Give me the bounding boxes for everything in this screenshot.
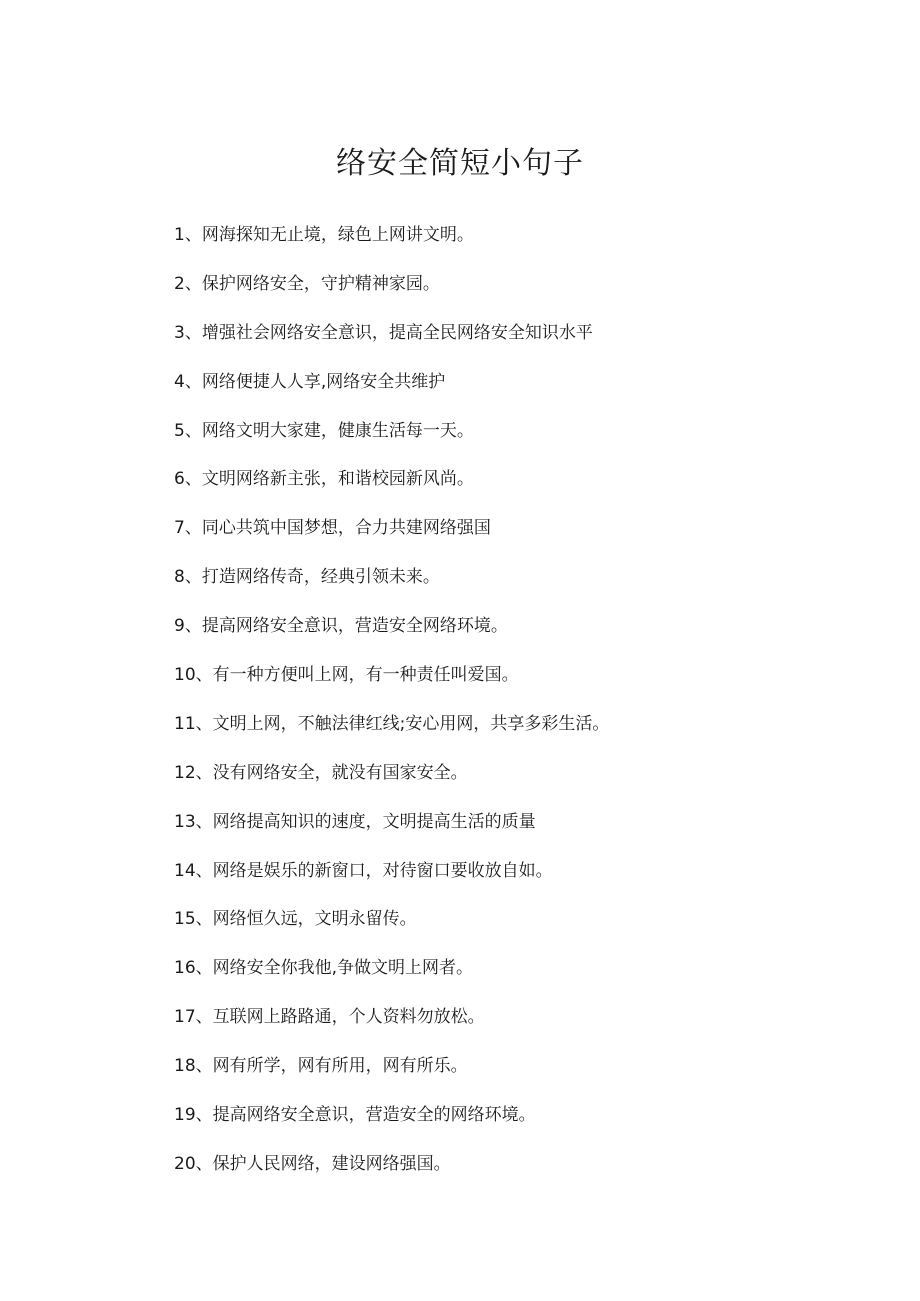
list-item: 1、网海探知无止境，绿色上网讲文明。 (174, 225, 474, 245)
list-item: 15、网络恒久远，文明永留传。 (174, 909, 417, 930)
list-item: 20、保护人民网络，建设网络强国。 (174, 1153, 451, 1174)
list-item: 16、网络安全你我他,争做文明上网者。 (174, 958, 474, 979)
list-item: 13、网络提高知识的速度，文明提高生活的质量 (174, 811, 536, 832)
list-item: 19、提高网络安全意识，营造安全的网络环境。 (174, 1105, 536, 1126)
page-title: 络安全简短小句子 (336, 146, 584, 181)
list-item: 18、网有所学，网有所用，网有所乐。 (174, 1056, 468, 1077)
list-item: 11、文明上网，不触法律红线;安心用网，共享多彩生活。 (174, 713, 610, 734)
list-item: 6、文明网络新主张，和谐校园新风尚。 (174, 469, 474, 490)
list-item: 3、增强社会网络安全意识，提高全民网络安全知识水平 (174, 322, 593, 343)
sentence-list (174, 222, 609, 1200)
list-item: 5、网络文明大家建，健康生活每一天。 (174, 420, 474, 441)
list-item: 7、同心共筑中国梦想，合力共建网络强国 (174, 518, 491, 539)
list-item: 14、网络是娱乐的新窗口，对待窗口要收放自如。 (174, 860, 553, 881)
list-item: 12、没有网络安全，就没有国家安全。 (174, 762, 468, 783)
list-item: 17、互联网上路路通，个人资料勿放松。 (174, 1007, 485, 1028)
list-item: 8、打造网络传奇，经典引领未来。 (174, 567, 440, 588)
list-item: 4、网络便捷人人享,网络安全共维护 (174, 371, 446, 392)
list-item: 9、提高网络安全意识，营造安全网络环境。 (174, 616, 508, 637)
list-item: 10、有一种方便叫上网，有一种责任叫爱国。 (174, 665, 519, 686)
list-item: 2、保护网络安全，守护精神家园。 (174, 273, 440, 294)
